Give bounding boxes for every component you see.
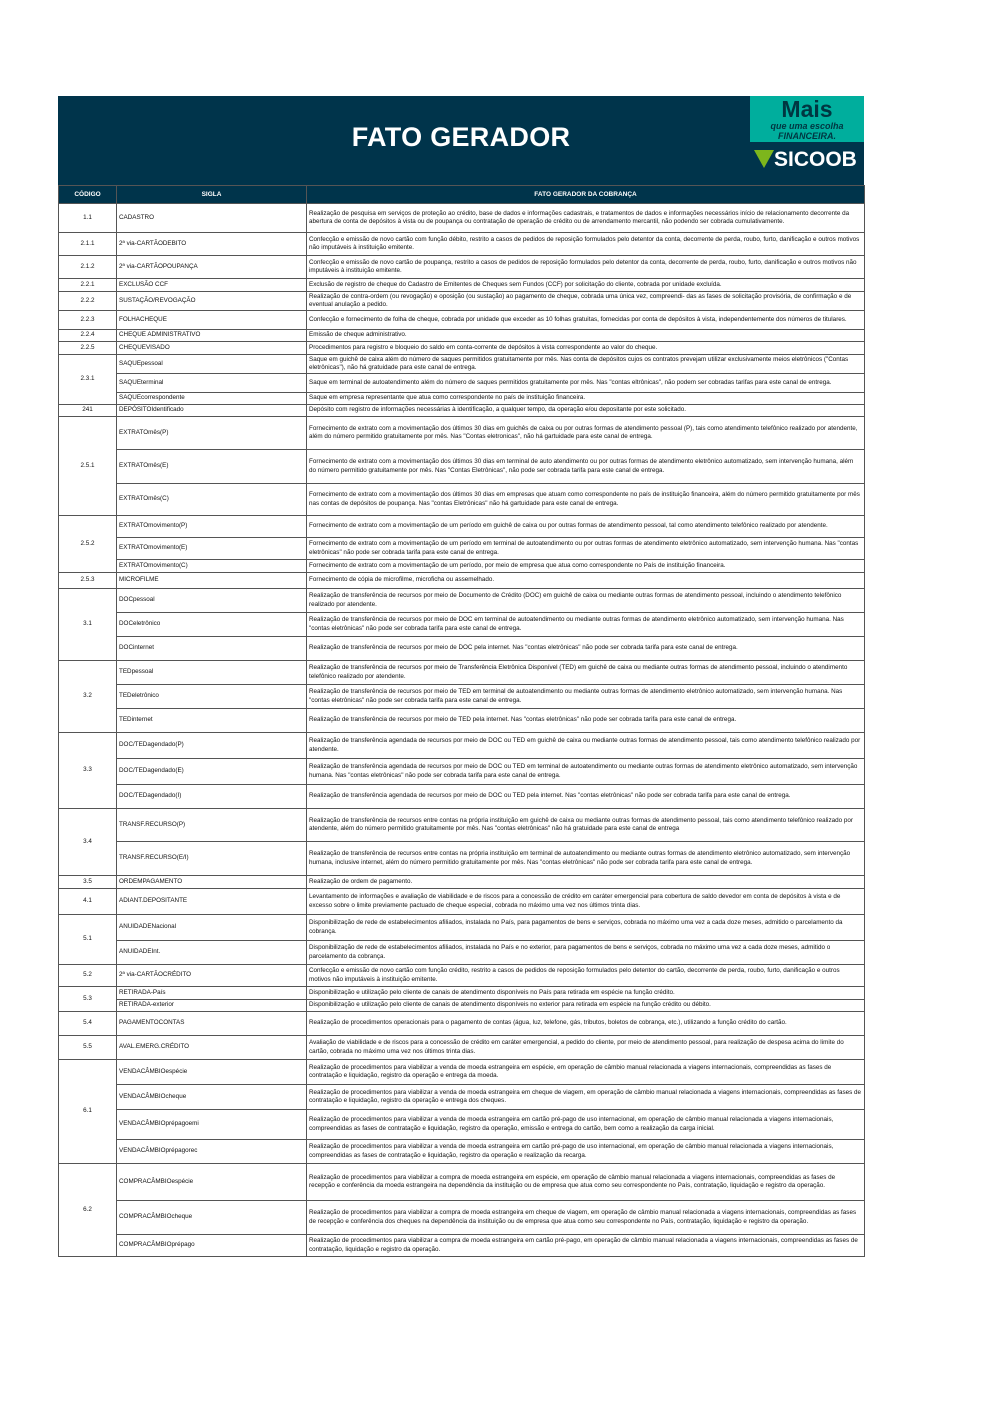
table-row — [59, 342, 865, 355]
logo-brand-block — [750, 144, 864, 176]
row-code: 2.2.4 — [59, 330, 117, 342]
row-code: 2.5.3 — [59, 573, 117, 589]
row-sigla: DOC/TEDagendado(P) — [117, 733, 307, 759]
row-description: Realização de procedimentos para viabilizar a venda de moeda estrangeira em cartão pré-pago de uso internacional, em operação de câmbio manual relacionada a viagens internacionais, compreendidas as fases de contratação e liquidação, registro da operação, emissão e entrega do cartão, bem como a realização da carga inicial. — [307, 1110, 865, 1140]
row-description: Realização de pesquisa em serviços de proteção ao crédito, base de dados e informações cadastrais, e tratamentos de dados e informações necessários início de relacionamento decorrente da abertura de conta de depósitos à vista ou de poupança ou contratação de operação de crédito ou de arrendamento mercantil, não podendo ser cobrada cumulativamente. — [307, 204, 865, 233]
col-header-sigla: SIGLA — [117, 186, 307, 204]
row-code: 5.3 — [59, 987, 117, 1012]
sicoob-logo — [746, 96, 864, 181]
row-sigla: DOC/TEDagendado(I) — [117, 785, 307, 809]
table-row — [59, 733, 865, 759]
row-sigla: TRANSF.RECURSO(P) — [117, 809, 307, 842]
row-description: Disponibilização e utilização pelo cliente de canais de atendimento disponíveis no exterior para retirada em espécie na função crédito ou débito. — [307, 1000, 865, 1012]
row-sigla: ADIANT.DEPOSITANTE — [117, 889, 307, 915]
row-description: Confecção e emissão de novo cartão com função débito, restrito a casos de pedidos de reposição formulados pelo detentor da conta, decorrente de perda, roubo, furto, danificação e outros motivos não imputáveis à instituição emitente. — [307, 233, 865, 256]
row-description: Fornecimento de extrato com a movimentação de um período, por meio de empresa que atua como correspondente no País de instituição financeira. — [307, 560, 865, 573]
row-description: Disponibilização de rede de estabelecimentos afiliados, instalada no País e no exterior, para pagamentos de bens e serviços, cobrada no máximo uma vez a cada doze meses, admitido o parcelamento da cobrança. — [307, 941, 865, 965]
table-row — [59, 330, 865, 342]
table-row — [59, 374, 865, 393]
logo-slogan — [750, 96, 864, 142]
row-sigla: 2ª via-CARTÃOPOUPANÇA — [117, 256, 307, 279]
row-description: Fornecimento de extrato com a movimentação de um período em terminal de autoatendimento ou por outras formas de atendimento eletrônico automatizado, sem intervenção humana. Nas "contas eletrônicas" não pode ser cobrada tarifa para este canal de entrega. — [307, 538, 865, 560]
table-row — [59, 589, 865, 613]
sicoob-arrow-icon — [754, 150, 774, 168]
row-sigla: VENDACÂMBIOprépagoemi — [117, 1110, 307, 1140]
row-sigla: EXTRATOmovimento(C) — [117, 560, 307, 573]
row-code: 6.2 — [59, 1164, 117, 1257]
row-description: Realização de transferência de recursos entre contas na própria instituição em guichê de caixa ou mediante outras formas de atendimento pessoal, tais como atendimento telefônico realizado por atendente, além do número permitido gratuitamente por mês. Nas "contas eletrônicas" não há gratuidade para este canal de entrega — [307, 809, 865, 842]
table-row — [59, 685, 865, 709]
table-row — [59, 661, 865, 685]
row-sigla: VENDACÂMBIOespécie — [117, 1060, 307, 1085]
table-row — [59, 889, 865, 915]
row-sigla: ORDEMPAGAMENTO — [117, 876, 307, 889]
table-row — [59, 876, 865, 889]
row-description: Realização de transferência agendada de recursos por meio de DOC ou TED em guichê de caixa ou mediante outras formas de atendimento pessoal, tais como atendimento telefônico realizado por atendente. — [307, 733, 865, 759]
logo-brand-text: SICOOB — [774, 148, 857, 171]
logo-tagline-2: FINANCEIRA. — [778, 131, 836, 141]
table-row — [59, 1000, 865, 1012]
row-description: Realização de transferência de recursos por meio de Documento de Crédito (DOC) em guichê de caixa ou mediante outras formas de atendimento pessoal, incluindo o atendimento telefônico realizado por atendente. — [307, 589, 865, 613]
row-sigla: VENDACÂMBIOcheque — [117, 1085, 307, 1110]
row-description: Emissão de cheque administrativo. — [307, 330, 865, 342]
table-row — [59, 292, 865, 311]
table-row — [59, 417, 865, 450]
row-code: 2.2.5 — [59, 342, 117, 355]
row-description: Fornecimento de cópia de microfilme, microficha ou assemelhado. — [307, 573, 865, 589]
table-row — [59, 759, 865, 785]
row-sigla: CHEQUE ADMINISTRATIVO — [117, 330, 307, 342]
row-code: 1.1 — [59, 204, 117, 233]
table-row — [59, 987, 865, 1000]
row-sigla: COMPRACÂMBIOespécie — [117, 1164, 307, 1201]
row-description: Disponibilização e utilização pelo cliente de canais de atendimento disponíveis no País para retirada em espécie na função crédito. — [307, 987, 865, 1000]
row-description: Realização de ordem de pagamento. — [307, 876, 865, 889]
row-description: Confecção e emissão de novo cartão de poupança, restrito a casos de pedidos de reposição formulados pelo detentor da conta, decorrente de perda, roubo, furto, danificação e outros motivos não imputáveis à instituição emitente. — [307, 256, 865, 279]
row-description: Fornecimento de extrato com a movimentação dos últimos 30 dias em terminal de auto atendimento ou por outras formas de atendimento eletrônico automatizado, sem intervenção humana, além do número permitido gratuitamente por mês. Nas "Contas Eletrônicas", não pode ser cobrada tarifa para este canal de entrega. — [307, 450, 865, 484]
row-sigla: ANUIDADENacional — [117, 915, 307, 941]
row-code: 2.1.2 — [59, 256, 117, 279]
table-row — [59, 516, 865, 538]
row-description: Confecção e fornecimento de folha de cheque, cobrada por unidade que exceder as 10 folhas gratuitas, fornecidas por conta de depósitos à vista, independentemente dos números de titulares. — [307, 311, 865, 330]
table-row — [59, 785, 865, 809]
table-row — [59, 450, 865, 484]
row-sigla: AVAL.EMERG.CRÉDITO — [117, 1036, 307, 1060]
table-row — [59, 941, 865, 965]
page-title: FATO GERADOR — [351, 122, 571, 152]
table-row — [59, 573, 865, 589]
row-sigla: FOLHACHEQUE — [117, 311, 307, 330]
row-description: Realização de procedimentos para viabilizar a venda de moeda estrangeira em cheque de viagem, em operação de câmbio manual relacionada a viagens internacionais, compreendidas as fases de contratação e liquidação, registro da operação e entrega dos cheques. — [307, 1085, 865, 1110]
row-code: 4.1 — [59, 889, 117, 915]
table-row — [59, 560, 865, 573]
row-sigla: DOCpessoal — [117, 589, 307, 613]
table-row — [59, 311, 865, 330]
row-description: Realização de contra-ordem (ou revogação) e oposição (ou sustação) ao pagamento de cheque, cobrada uma única vez, compreendi- das as fases de solicitação provisória, de confirmação e de eventual anulação a pedido. — [307, 292, 865, 311]
table-row — [59, 1012, 865, 1036]
row-description: Realização de transferência de recursos por meio de DOC pela internet. Nas "contas eletrônicas" não pode ser cobrada tarifa para este canal de entrega. — [307, 637, 865, 661]
table-row — [59, 1036, 865, 1060]
row-sigla: EXTRATOmês(E) — [117, 450, 307, 484]
row-sigla: RETIRADA-País — [117, 987, 307, 1000]
col-header-code: CÓDIGO — [59, 186, 117, 204]
row-sigla: SAQUEcorrespondente — [117, 393, 307, 405]
table-row — [59, 405, 865, 417]
row-sigla: TRANSF.RECURSO(E/I) — [117, 842, 307, 876]
table-row — [59, 965, 865, 987]
row-code: 2.5.2 — [59, 516, 117, 573]
row-description: Fornecimento de extrato com a movimentação dos últimos 30 dias em guichês de caixa ou por outras formas de atendimento pessoal (P), tais como atendimento telefônico realizado por atendente, além do número permitido gratuitamente por mês. Nas "Contas eletronicas", não há gartuidade para este canal de entrega. — [307, 417, 865, 450]
row-sigla: TEDpessoal — [117, 661, 307, 685]
table-row — [59, 1110, 865, 1140]
row-description: Realização de procedimentos para viabilizar a compra de moeda estrangeira em cartão pré-pago, em operação de câmbio manual relacionada a viagens internacionais, compreendidas as fases de contratação, liquidação e registro da operação. — [307, 1235, 865, 1257]
table-row — [59, 709, 865, 733]
table-row — [59, 256, 865, 279]
row-description: Fornecimento de extrato com a movimentação de um período em guichê de caixa ou por outras formas de atendimento pessoal, tal como atendimento telefônico realizado por atendente. — [307, 516, 865, 538]
row-sigla: DOCeletrônico — [117, 613, 307, 637]
row-sigla: COMPRACÂMBIOcheque — [117, 1201, 307, 1235]
row-code: 5.2 — [59, 965, 117, 987]
table-row — [59, 279, 865, 292]
row-code: 5.1 — [59, 915, 117, 965]
row-code: 2.2.2 — [59, 292, 117, 311]
row-sigla: DEPÓSITOIdentificado — [117, 405, 307, 417]
table-row — [59, 1140, 865, 1164]
col-header-description: FATO GERADOR DA COBRANÇA — [307, 186, 865, 204]
table-body — [59, 204, 865, 1257]
row-description: Realização de transferência de recursos entre contas na própria instituição em terminal de autoatendimento ou mediante outras formas de atendimento eletrônico automatizado, sem intervenção humana, inclusive internet, além do número permitido gratuitamente por mês. Nas "contas eletrônicas" não pode ser cobrada tarifa para este canal de entrega. — [307, 842, 865, 876]
row-sigla: EXTRATOmês(P) — [117, 417, 307, 450]
title-banner — [58, 96, 864, 185]
table-row — [59, 809, 865, 842]
row-description: Realização de transferência de recursos por meio de TED pela internet. Nas "contas eletrônicas" não pode ser cobrada tarifa para este canal de entrega. — [307, 709, 865, 733]
row-description: Realização de transferência agendada de recursos por meio de DOC ou TED pela internet. Nas "contas eletrônicas" não pode ser cobrada tarifa para este canal de entrega. — [307, 785, 865, 809]
row-sigla: DOCinternet — [117, 637, 307, 661]
row-description: Realização de procedimentos para viabilizar a venda de moeda estrangeira em cartão pré-pago de uso internacional, em operação de câmbio manual relacionada a viagens internacionais, compreendidas as fases de contratação e liquidação, registro da operação e realização da recarga. — [307, 1140, 865, 1164]
row-code: 2.5.1 — [59, 417, 117, 516]
row-sigla: EXTRATOmovimento(P) — [117, 516, 307, 538]
fee-table — [58, 185, 865, 1257]
row-code: 2.2.1 — [59, 279, 117, 292]
row-sigla: DOC/TEDagendado(E) — [117, 759, 307, 785]
row-sigla: CADASTRO — [117, 204, 307, 233]
row-code: 3.2 — [59, 661, 117, 733]
row-code: 2.3.1 — [59, 355, 117, 405]
row-code: 2.1.1 — [59, 233, 117, 256]
row-description: Realização de transferência de recursos por meio de DOC em terminal de autoatendimento ou mediante outras formas de atendimento eletrônico automatizado, sem intervenção humana. Nas "contas eletrônicas" não pode ser cobrada tarifa para este canal de entrega. — [307, 613, 865, 637]
row-description: Depósito com registro de informações necessárias à identificação, a qualquer tempo, da operação e/ou depositante por este solicitado. — [307, 405, 865, 417]
table-row — [59, 393, 865, 405]
table-row — [59, 1060, 865, 1085]
table-row — [59, 204, 865, 233]
logo-mais-text: Mais — [781, 96, 833, 122]
logo-tagline-1: que uma escolha — [770, 121, 844, 131]
row-description: Realização de transferência de recursos por meio de Transferência Eletrônica Disponível (TED) em guichê de caixa ou mediante outras formas de atendimento pessoal, incluindo o atendimento telefônico realizado por atendente. — [307, 661, 865, 685]
table-row — [59, 1085, 865, 1110]
row-sigla: COMPRACÂMBIOprépago — [117, 1235, 307, 1257]
row-sigla: RETIRADA-exterior — [117, 1000, 307, 1012]
table-row — [59, 355, 865, 374]
row-code: 241 — [59, 405, 117, 417]
document-sheet — [58, 96, 864, 1257]
row-sigla: TEDinternet — [117, 709, 307, 733]
row-sigla: 2ª via-CARTÃOCRÉDITO — [117, 965, 307, 987]
row-description: Disponibilização de rede de estabelecimentos afiliados, instalada no País, para pagamentos de bens e serviços, cobrada no máximo uma vez a cada doze meses, admitido o parcelamento da cobrança. — [307, 915, 865, 941]
table-row — [59, 842, 865, 876]
row-sigla: ANUIDADEInt. — [117, 941, 307, 965]
row-code: 5.5 — [59, 1036, 117, 1060]
row-code: 3.3 — [59, 733, 117, 809]
row-description: Procedimentos para registro e bloqueio do saldo em conta-corrente de depósitos à vista correspondente ao valor do cheque. — [307, 342, 865, 355]
row-sigla: CHEQUEVISADO — [117, 342, 307, 355]
row-description: Realização de procedimentos operacionais para o pagamento de contas (água, luz, telefone, gás, tributos, boletos de cobrança, etc.), utilizando a função crédito do cartão. — [307, 1012, 865, 1036]
row-description: Saque em empresa representante que atua como correspondente no país de instituição financeira. — [307, 393, 865, 405]
row-code: 6.1 — [59, 1060, 117, 1164]
table-row — [59, 637, 865, 661]
row-description: Realização de procedimentos para viabilizar a compra de moeda estrangeira em espécie, em operação de câmbio manual relacionada a viagens internacionais, compreendidas as fases de recepção e conferência da moeda estrangeira na dependência da instituição ou de empresa que atua como seu correspondente no País, contratação, liquidação e registro da operação. — [307, 1164, 865, 1201]
row-code: 3.4 — [59, 809, 117, 876]
row-sigla: TEDeletrônico — [117, 685, 307, 709]
row-description: Realização de transferência de recursos por meio de TED em terminal de autoatendimento ou mediante outras formas de atendimento eletrônico automatizado, sem intervenção humana. Nas "contas eletrônicas" não pode ser cobrada tarifa para este canal de entrega. — [307, 685, 865, 709]
row-sigla: EXTRATOmês(C) — [117, 484, 307, 516]
row-description: Avaliação de viabilidade e de riscos para a concessão de crédito em caráter emergencial, a pedido do cliente, por meio de atendimento pessoal, para realização de despesa acima do limite do cartão, cobrada no máximo uma vez nos últimos trinta dias. — [307, 1036, 865, 1060]
row-code: 2.2.3 — [59, 311, 117, 330]
row-description: Realização de procedimentos para viabilizar a compra de moeda estrangeira em cheque de viagem, em operação de câmbio manual relacionada a viagens internacionais, compreendidas as fases de recepção e conferência dos cheques na dependência da instituição ou de empresa que atua como seu correspondente no País, contratação, liquidação e registro da operação. — [307, 1201, 865, 1235]
row-description: Saque em terminal de autoatendimento além do número de saques permitidos gratuitamente por mês. Nas "contas eltrônicas", não podem ser cobradas tarifas para este canal de entrega. — [307, 374, 865, 393]
row-sigla: EXTRATOmovimento(E) — [117, 538, 307, 560]
row-description: Confecção e emissão de novo cartão com função crédito, restrito a casos de pedidos de reposição formulados pelo detentor do cartão, decorrente de perda, roubo, furto, danificação e outros motivos não imputáveis à instituição emitente. — [307, 965, 865, 987]
row-description: Realização de procedimentos para viabilizar a venda de moeda estrangeira em espécie, em operação de câmbio manual relacionada a viagens internacionais, compreendidas as fases de contratação e liquidação, registro da operação e entrega da moeda. — [307, 1060, 865, 1085]
table-row — [59, 233, 865, 256]
row-sigla: SAQUEterminal — [117, 374, 307, 393]
table-row — [59, 1164, 865, 1201]
row-description: Saque em guichê de caixa além do número de saques permitidos gratuitamente por mês. Nas conta de depósitos cujos os contratos prevejam utilizar exclusivamente meios eletrônicos ("Contas eletrônicas"), não há gratuidade para este canal de entrega. — [307, 355, 865, 374]
table-row — [59, 1201, 865, 1235]
row-sigla: VENDACÂMBIOprépagorec — [117, 1140, 307, 1164]
row-sigla: SUSTAÇÃO/REVOGAÇÃO — [117, 292, 307, 311]
row-sigla: PAGAMENTOCONTAS — [117, 1012, 307, 1036]
table-row — [59, 484, 865, 516]
row-sigla: MICROFILME — [117, 573, 307, 589]
row-sigla: 2ª via-CARTÃODEBITO — [117, 233, 307, 256]
row-code: 5.4 — [59, 1012, 117, 1036]
table-row — [59, 1235, 865, 1257]
table-row — [59, 915, 865, 941]
row-sigla: SAQUEpessoal — [117, 355, 307, 374]
row-code: 3.5 — [59, 876, 117, 889]
row-code: 3.1 — [59, 589, 117, 661]
table-row — [59, 538, 865, 560]
table-header-row — [59, 186, 865, 204]
row-description: Fornecimento de extrato com a movimentação dos últimos 30 dias em empresas que atuam como correspondente no país de instituição financeira, além do número permitido gratuitamente por mês nas contas de depósitos de poupança. Nas "contas Eletrônicas" não há gartuidade para este canal de entrega. — [307, 484, 865, 516]
row-description: Levantamento de informações e avaliação de viabilidade e de riscos para a concessão de crédito em caráter emergencial para cobertura de saldo devedor em conta de depósitos à vista e de excesso sobre o limite previamente pactuado de cheque especial, cobrada no máximo uma vez nos últimos trinta dias. — [307, 889, 865, 915]
table-row — [59, 613, 865, 637]
row-sigla: EXCLUSÃO CCF — [117, 279, 307, 292]
row-description: Realização de transferência agendada de recursos por meio de DOC ou TED em terminal de autoatendimento ou mediante outras formas de atendimento eletrônico automatizado, sem intervenção humana. Nas "contas eletrônicas" não pode ser cobrada tarifa para este canal de entrega. — [307, 759, 865, 785]
row-description: Exclusão de registro de cheque do Cadastro de Emitentes de Cheques sem Fundos (CCF) por solicitação do cliente, cobrada por unidade excluída. — [307, 279, 865, 292]
